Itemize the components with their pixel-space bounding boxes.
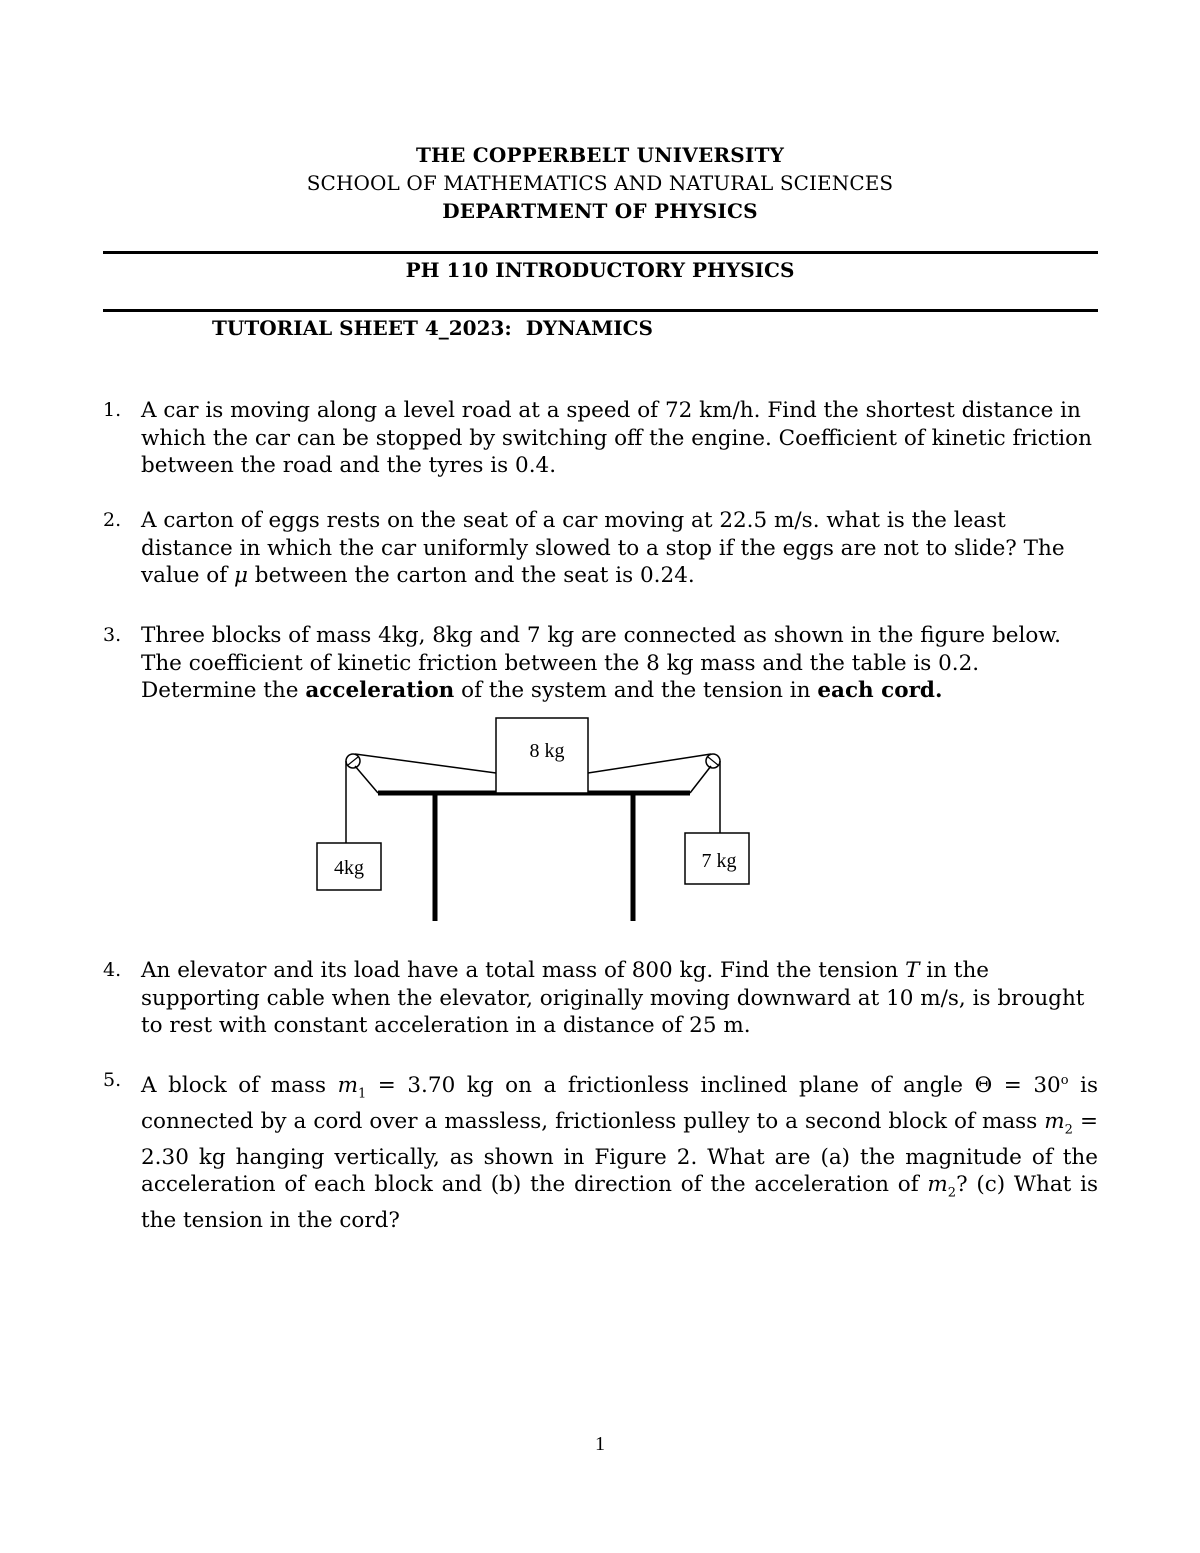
label-4kg: 4kg [334,857,364,879]
bold-each-cord: each cord. [817,678,943,703]
course-title: PH 110 INTRODUCTORY PHYSICS [405,258,795,282]
question-5 [103,1067,1098,1235]
label-7kg: 7 kg [701,850,737,872]
department-name: DEPARTMENT OF PHYSICS [442,199,758,223]
mu-symbol: μ [233,563,248,588]
cord-left-horizontal [355,754,496,773]
tension-symbol: T [905,958,920,983]
question-text: A block of mass $m_1 = 3.70$ kg on a frictionless inclined plane of angle $\Theta = 30^o$ is connected by a cord over a massless, frictionless pulley to a second block of mass $m_2 = 2.30$ kg hanging vertically, as shown in Figure 2. What are (a) the magnitude of the acceleration of each block and (b) the direction of the acceleration of $m_2$? (c) What is the tension in the cord? [141,1073,1098,1234]
question-text: An elevator and its load have a total mass of 800 kg. Find the tension T in the supporting cable when the elevator, originally moving downward at 10 m/s, is brought to rest with constant acceleration in a distance of 25 m. [141,958,1085,1038]
question-text: Three blocks of mass 4kg, 8kg and 7 kg are connected as shown in the figure below. The coefficient of kinetic friction between the 8 kg mass and the table is 0.2. Determine the acceleration of the system and the tension in each cord. [141,623,1061,703]
pulley-support-right [690,766,711,793]
tutorial-title: TUTORIAL SHEET 4_2023: DYNAMICS [212,316,653,340]
school-name: SCHOOL OF MATHEMATICS AND NATURAL SCIENCES [306,171,894,195]
bold-acceleration: acceleration [305,678,455,703]
question-4 [103,957,1098,1040]
question-number: 3. [103,624,122,646]
label-8kg: 8 kg [529,740,565,762]
question-text: A car is moving along a level road at a speed of 72 km/h. Find the shortest distance in which the car can be stopped by switching off the engine. Coefficient of kinetic friction between the road and the tyres is 0.4. [141,398,1092,478]
pulley-support-left [355,766,378,793]
question-number: 5. [103,1069,122,1091]
question-number: 2. [103,509,122,531]
page-number: 1 [595,1433,605,1455]
cord-right-horizontal [588,754,711,773]
question-number: 1. [103,399,122,421]
question-number: 4. [103,959,122,981]
question-text: A carton of eggs rests on the seat of a car moving at 22.5 m/s. what is the least distance in which the car uniformly slowed to a stop if the eggs are not to slide? The value of μ between the carton and the seat is 0.24. [141,508,1065,588]
university-name: THE COPPERBELT UNIVERSITY [415,143,785,167]
